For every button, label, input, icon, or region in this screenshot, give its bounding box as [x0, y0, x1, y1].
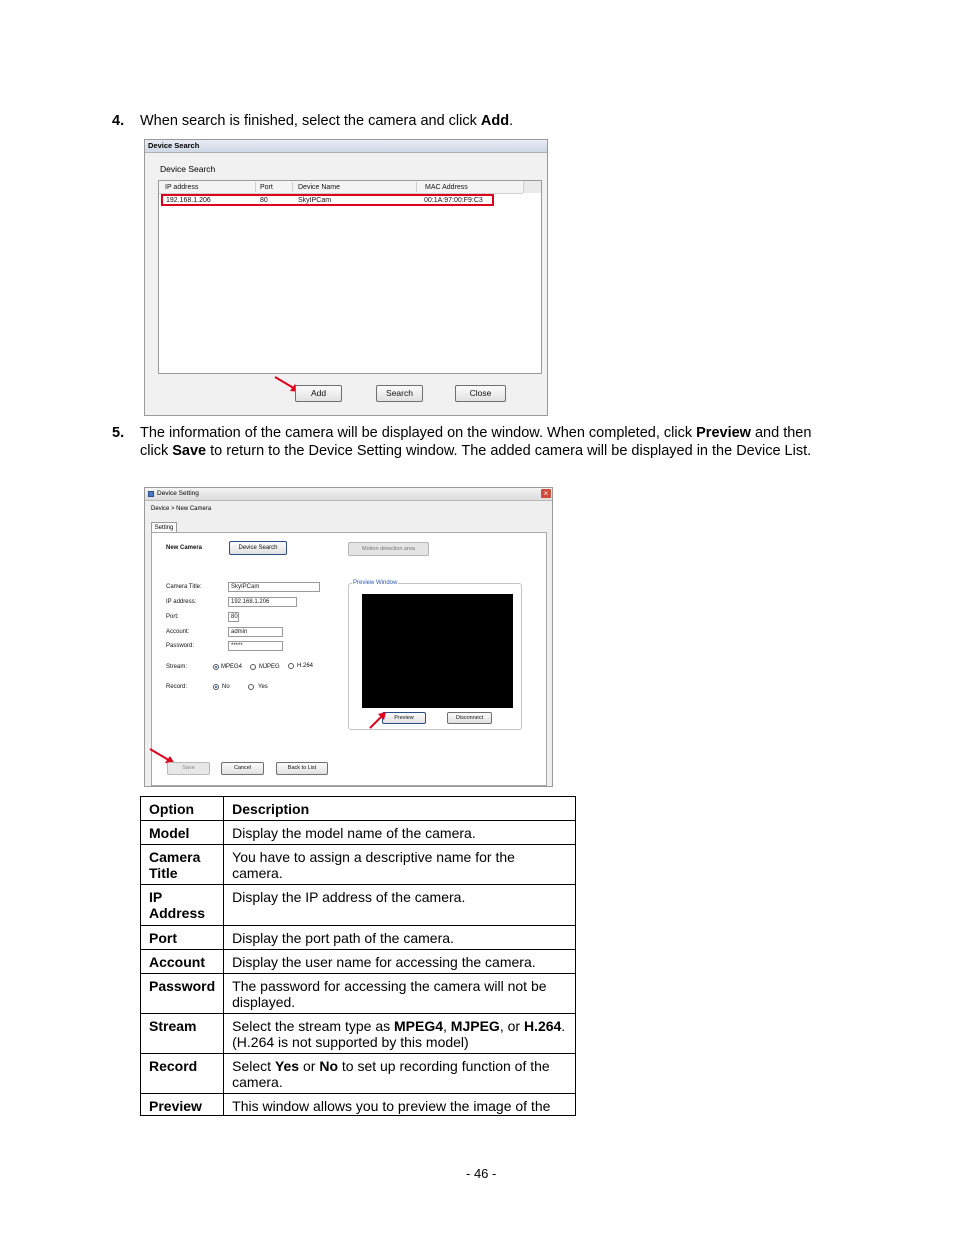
- table-header-row: [141, 797, 576, 821]
- preview-window-group: [348, 580, 522, 730]
- option-cell: Port: [141, 926, 224, 950]
- camera-title-label: Camera Title:: [166, 584, 202, 590]
- table-row: [141, 1054, 576, 1094]
- header-description: Description: [224, 797, 576, 821]
- ip-address-label: IP address:: [166, 599, 197, 605]
- preview-window-title: Preview Window: [353, 580, 398, 586]
- record-yes-label: Yes: [258, 684, 268, 690]
- table-row: [141, 950, 576, 974]
- new-camera-label: New Camera: [166, 545, 203, 551]
- table-row: [141, 1094, 576, 1116]
- table-row: [141, 974, 576, 1014]
- step-number: 5.: [112, 425, 125, 441]
- stream-h264-label: H.264: [297, 663, 314, 669]
- description-cell: This window allows you to preview the image of the: [224, 1094, 576, 1116]
- add-button[interactable]: Add: [295, 385, 342, 402]
- motion-detection-button[interactable]: Motion detection area: [348, 542, 429, 556]
- record-label: Record:: [166, 684, 188, 690]
- setting-panel: [151, 532, 547, 786]
- video-preview: [362, 594, 513, 708]
- row-port: 80: [260, 197, 268, 204]
- device-list[interactable]: [158, 180, 542, 374]
- dialog-heading: Device Search: [160, 164, 216, 174]
- description-cell: Select the stream type as MPEG4, MJPEG, or H.264. (H.264 is not supported by this model): [224, 1014, 576, 1054]
- arrow-icon: [367, 709, 389, 731]
- step-text: When search is finished, select the camera and click Add.: [140, 113, 514, 129]
- stream-mpeg4-radio[interactable]: [213, 664, 219, 670]
- option-cell: Record: [141, 1054, 224, 1094]
- close-button[interactable]: Close: [455, 385, 506, 402]
- description-cell: Display the model name of the camera.: [224, 821, 576, 845]
- device-search-window: [144, 139, 548, 416]
- camera-title-input[interactable]: SkyIPCam: [228, 582, 320, 592]
- description-cell: You have to assign a descriptive name for the camera.: [224, 845, 576, 885]
- account-input[interactable]: admin: [228, 627, 283, 637]
- device-setting-window: [144, 487, 553, 787]
- password-input[interactable]: *****: [228, 641, 283, 651]
- col-ip[interactable]: IP address: [165, 184, 199, 191]
- step-text: The information of the camera will be displayed on the window. When completed, click Preview and then click Save to return to the Device Setting window. The added camera will be displayed in the Device List.: [140, 425, 812, 459]
- options-table: [140, 796, 576, 1116]
- table-row: [141, 885, 576, 926]
- description-cell: Display the IP address of the camera.: [224, 885, 576, 926]
- table-row: [141, 1014, 576, 1054]
- option-cell: Preview: [141, 1094, 224, 1116]
- window-title: Device Search: [148, 141, 200, 150]
- record-no-label: No: [222, 684, 230, 690]
- close-icon[interactable]: ×: [541, 489, 551, 498]
- col-port[interactable]: Port: [260, 184, 273, 191]
- port-input[interactable]: 80: [228, 612, 239, 622]
- table-row: [141, 845, 576, 885]
- stream-mjpeg-radio[interactable]: [250, 664, 256, 670]
- option-cell: Camera Title: [141, 845, 224, 885]
- col-mac[interactable]: MAC Address: [425, 184, 468, 191]
- stream-h264-radio[interactable]: [288, 663, 294, 669]
- ip-address-input[interactable]: 192.168.1.206: [228, 597, 297, 607]
- breadcrumb: Device > New Camera: [151, 506, 212, 512]
- description-cell: Display the user name for accessing the camera.: [224, 950, 576, 974]
- header-option: Option: [141, 797, 224, 821]
- option-cell: Password: [141, 974, 224, 1014]
- description-cell: The password for accessing the camera will not be displayed.: [224, 974, 576, 1014]
- description-cell: Select Yes or No to set up recording function of the camera.: [224, 1054, 576, 1094]
- app-icon: [148, 491, 154, 497]
- row-ip: 192.168.1.206: [166, 197, 211, 204]
- list-header: [159, 181, 523, 194]
- tab-setting[interactable]: Setting: [151, 522, 177, 533]
- option-cell: IP Address: [141, 885, 224, 926]
- col-device-name[interactable]: Device Name: [298, 184, 341, 191]
- back-to-list-button[interactable]: Back to List: [276, 762, 328, 775]
- record-no-radio[interactable]: [213, 684, 219, 690]
- disconnect-button[interactable]: Disconnect: [447, 712, 492, 724]
- option-cell: Model: [141, 821, 224, 845]
- stream-mpeg4-label: MPEG4: [221, 664, 243, 670]
- row-mac: 00:1A:97:00:F9:C3: [424, 197, 483, 204]
- record-yes-radio[interactable]: [248, 684, 254, 690]
- stream-label: Stream:: [166, 664, 188, 670]
- search-button[interactable]: Search: [376, 385, 423, 402]
- cancel-button[interactable]: Cancel: [221, 762, 264, 775]
- window-title: Device Setting: [157, 490, 199, 497]
- list-item[interactable]: [161, 194, 494, 206]
- step-number: 4.: [112, 113, 125, 129]
- preview-button[interactable]: Preview: [382, 712, 426, 724]
- password-label: Password:: [166, 643, 195, 649]
- account-label: Account:: [166, 629, 190, 635]
- description-cell: Display the port path of the camera.: [224, 926, 576, 950]
- table-row: [141, 821, 576, 845]
- device-search-button[interactable]: Device Search: [229, 541, 287, 555]
- table-row: [141, 926, 576, 950]
- window-title-bar: [145, 140, 547, 153]
- row-name: SkyIPCam: [298, 197, 332, 204]
- stream-mjpeg-label: MJPEG: [259, 664, 280, 670]
- page-number: - 46 -: [466, 1166, 497, 1181]
- port-label: Port:: [166, 614, 179, 620]
- option-cell: Stream: [141, 1014, 224, 1054]
- window-title-bar: [145, 488, 552, 501]
- option-cell: Account: [141, 950, 224, 974]
- save-button[interactable]: Save: [167, 762, 210, 775]
